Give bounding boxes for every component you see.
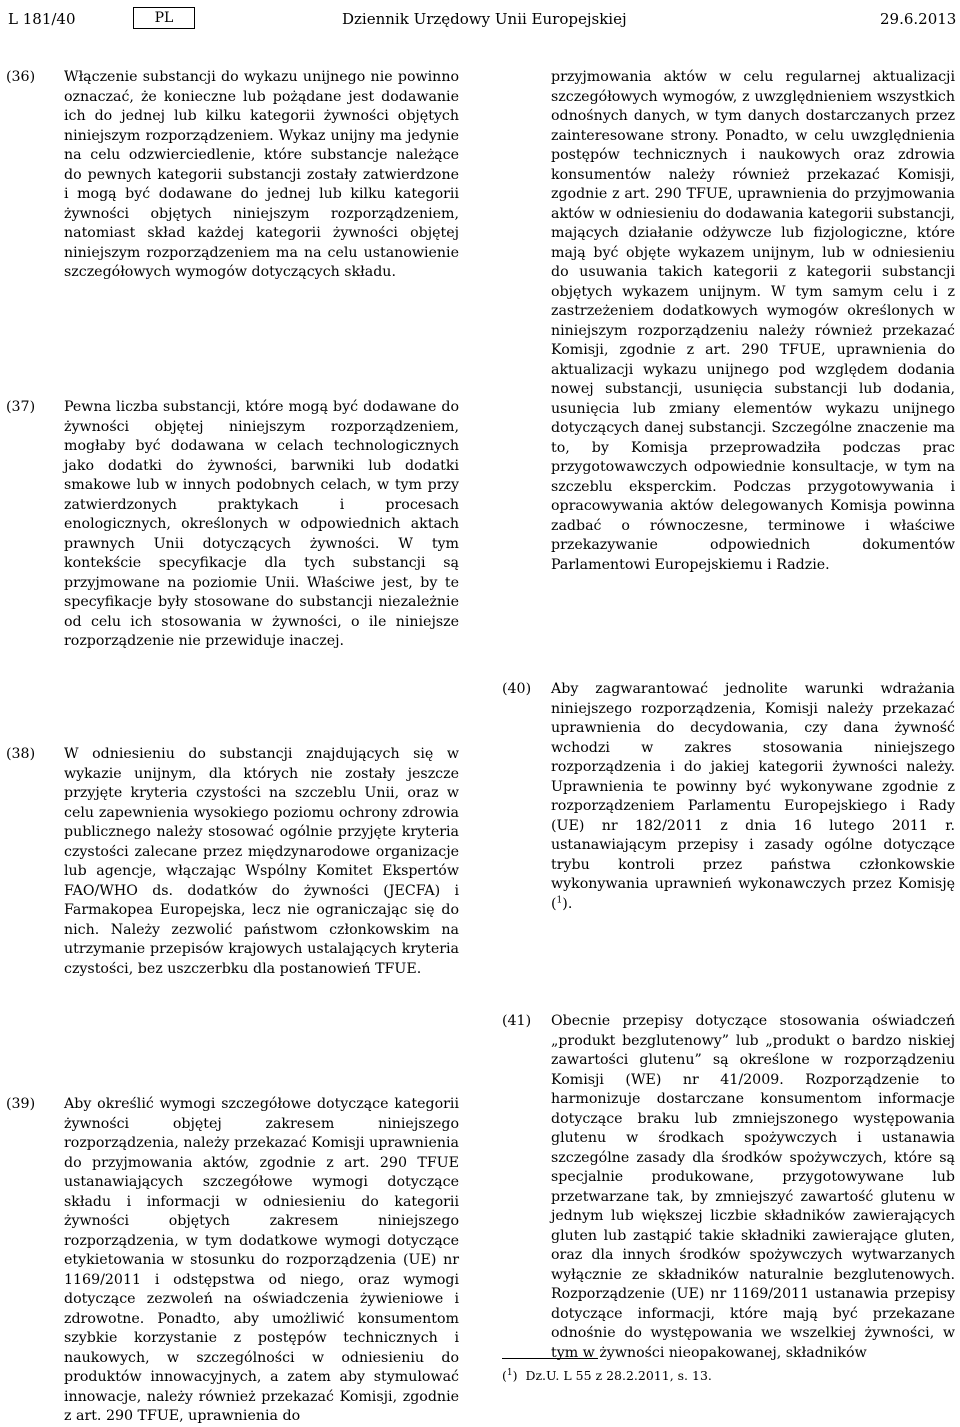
footnote: ($^1$) Dz.U. L 55 z 28.2.2011, s. 13. [502, 1367, 712, 1383]
footnote-text: Dz.U. L 55 z 28.2.2011, s. 13. [525, 1368, 712, 1383]
recital-text: W odniesieniu do substancji znajdujących się w wykazie unijnym, dla których nie zostały jeszcze przyjęte kryteria czystości na szczeblu Unii, oraz w celu zapewnienia wysokiego poziomu ochrony zdrowia publicznego należy stosować ogólnie przyjęte kryteria czystości zalecane przez międzynarodowe organizacje lub agencje, włączając Wspólny Komitet Ekspertów FAO/WHO ds. dodatków do żywności (JECFA) i Farmakopea Europejska, lecz nie ograniczając się do nich. Należy zezwolić państwom członkowskim na utrzymanie przepisów krajowych ustalających kryteria czystości, bez uszczerbku dla postanowień TFUE. [64, 746, 459, 977]
recital-text: Pewna liczba substancji, które mogą być dodawane do żywności objętej niniejszym rozporządzeniem, mogłaby być dodawana w celach technologicznych jako dodatki do żywności, barwniki lub dodatki smakowe lub w innych podobnych celach, w tym przy zatwierdzonych praktykach i procesach enologicznych, określonych w odpowiednich aktach prawnych Unii dotyczących żywności. W tym kontekście specyfikacje dla tych substancji są przyjmowane na poziomie Unii. Właściwe jest, by te specyfikacje były stosowane do substancji niezależnie od celu ich stosowania w żywności, o ile niniejsze rozporządzenie nie przewiduje inaczej. [64, 399, 459, 649]
journal-title: Dziennik Urzędowy Unii Europejskiej [342, 10, 627, 28]
page-header [0, 7, 960, 33]
recital-number: (37) [6, 399, 36, 415]
recital-text: Włączenie substancji do wykazu unijnego nie powinno oznaczać, że konieczne lub pożądane jest dodawanie ich do jednej lub kilku kategorii żywności objętych niniejszym rozporządzeniem. Wykaz unijny ma jedynie na celu odzwierciedlenie, które substancje należące do pewnych kategorii substancji zostały zatwierdzone i mogą być dodawane do jednej lub kilku kategorii żywności objętych niniejszym rozporządzeniem, natomiast skład każdej kategorii żywności objętej niniejszym rozporządzeniem ma na celu ustanowienie szczegółowych wymogów dotyczących składu. [64, 69, 459, 280]
recital-39-continuation: przyjmowania aktów w celu regularnej aktualizacji szczegółowych wymogów, z uwzględnieniem wszystkich odnośnych danych, w tym danych dostarczanych przez zainteresowane strony. Ponadto, w celu uwzględnienia postępów technicznych i naukowych oraz zdrowia konsumentów należy również przekazać Komisji, zgodnie z art. 290 TFUE, uprawnienia do przyjmowania aktów w odniesieniu do dodawania kategorii substancji, mających działanie odżywcze lub fizjologiczne, które mają być objęte wykazem unijnym, lub w odniesieniu do usuwania takich kategorii z kategorii substancji objętych wykazem unijnym. W tym samym celu i z zastrzeżeniem dodatkowych wymogów określonych w niniejszym rozporządzeniu należy również przekazać Komisji, zgodnie z art. 290 TFUE, uprawnienia do aktualizacji wykazu unijnego pod względem dodania nowej substancji, usunięcia substancji lub dodania, usunięcia lub zmiany elementów wykazu unijnego dotyczących danej substancji. Szczególne znaczenie ma to, by Komisja przeprowadziła podczas prac przygotowawczych odpowiednie konsultacje, w tym na szczeblu eksperckim. Podczas przygotowywania i opracowywania aktów delegowanych Komisja powinna zadbać o równoczesne, terminowe i właściwe przekazywanie odpowiednich dokumentów Parlamentowi Europejskiemu i Radzie. [551, 69, 955, 573]
page-ref: L 181/40 [8, 10, 76, 28]
footnote-mark: 1 [506, 1367, 513, 1378]
recital-number: (39) [6, 1096, 36, 1112]
recital-text: Aby określić wymogi szczegółowe dotyczące kategorii żywności objętej zakresem niniejszego rozporządzenia, należy przekazać Komisji uprawnienia do przyjmowania aktów, zgodnie z art. 290 TFUE ustanawiających szczegółowe wymogi dotyczące składu i informacji w odniesieniu do kategorii żywności objętych zakresem niniejszego rozporządzenia, w tym dodatkowe wymogi dotyczące etykietowania w stosunku do rozporządzenia (UE) nr 1169/2011 i odstępstwa od niego, oraz wymogi dotyczące zezwoleń na oświadczenia żywieniowe i zdrowotne. Ponadto, aby umożliwić konsumentom szybkie korzystanie z postępów technicznych i naukowych, w szczególności w odniesieniu do produktów innowacyjnych, a zatem aby stymulować innowacje, należy również przekazać Komisji, zgodnie z art. 290 TFUE, uprawnienia do [64, 1096, 459, 1424]
footnote-divider [502, 1358, 598, 1359]
recital-text: Obecnie przepisy dotyczące stosowania oświadczeń „produkt bezglutenowy” lub „produkt o bardzo niskiej zawartości glutenu” są określone w rozporządzeniu Komisji (WE) nr 41/2009. Rozporządzenie to harmonizuje dostarczane konsumentom informacje dotyczące braku lub zmniejszonego występowania glutenu w środkach spożywczych i ustanawia szczególne zasady dla środków spożywczych, które są specjalnie produkowane, przygotowywane lub przetwarzane tak, by zmniejszyć zawartość glutenu w jednym lub większej liczbie składników zawierających gluten lub zastąpić takie składniki zawierające gluten, oraz dla innych środków spożywczych wytwarzanych wyłącznie ze składników naturalnie bezglutenowych. Rozporządzenie (UE) nr 1169/2011 ustanawia przepisy dotyczące informacji, które mają być przekazane odnośnie do występowania we wszelkiej żywności, w tym w żywności nieopakowanej, składników [551, 1013, 955, 1361]
recital-number: (40) [502, 681, 532, 697]
recital-text: Aby zagwarantować jednolite warunki wdrażania niniejszego rozporządzenia, Komisji należy przekazać uprawnienia do decydowania, czy dana żywność wchodzi w zakres stosowania niniejszego rozporządzenia i do jakiej kategorii żywności należy. Uprawnienia te powinny być wykonywane zgodnie z rozporządzeniem Parlamentu Europejskiego i Rady (UE) nr 182/2011 z dnia 16 lutego 2011 r. ustanawiającym przepisy i zasady ogólne dotyczące trybu kontroli przez państwa członkowskie wykonywania uprawnień wykonawczych przez Komisję ($^1$). [551, 681, 955, 912]
recital-number: (36) [6, 69, 36, 85]
recital-number: (41) [502, 1013, 532, 1029]
footnote-ref[interactable]: 1 [556, 894, 563, 905]
recital-number: (38) [6, 746, 36, 762]
language-box: PL [133, 7, 195, 29]
issue-date: 29.6.2013 [880, 10, 957, 28]
